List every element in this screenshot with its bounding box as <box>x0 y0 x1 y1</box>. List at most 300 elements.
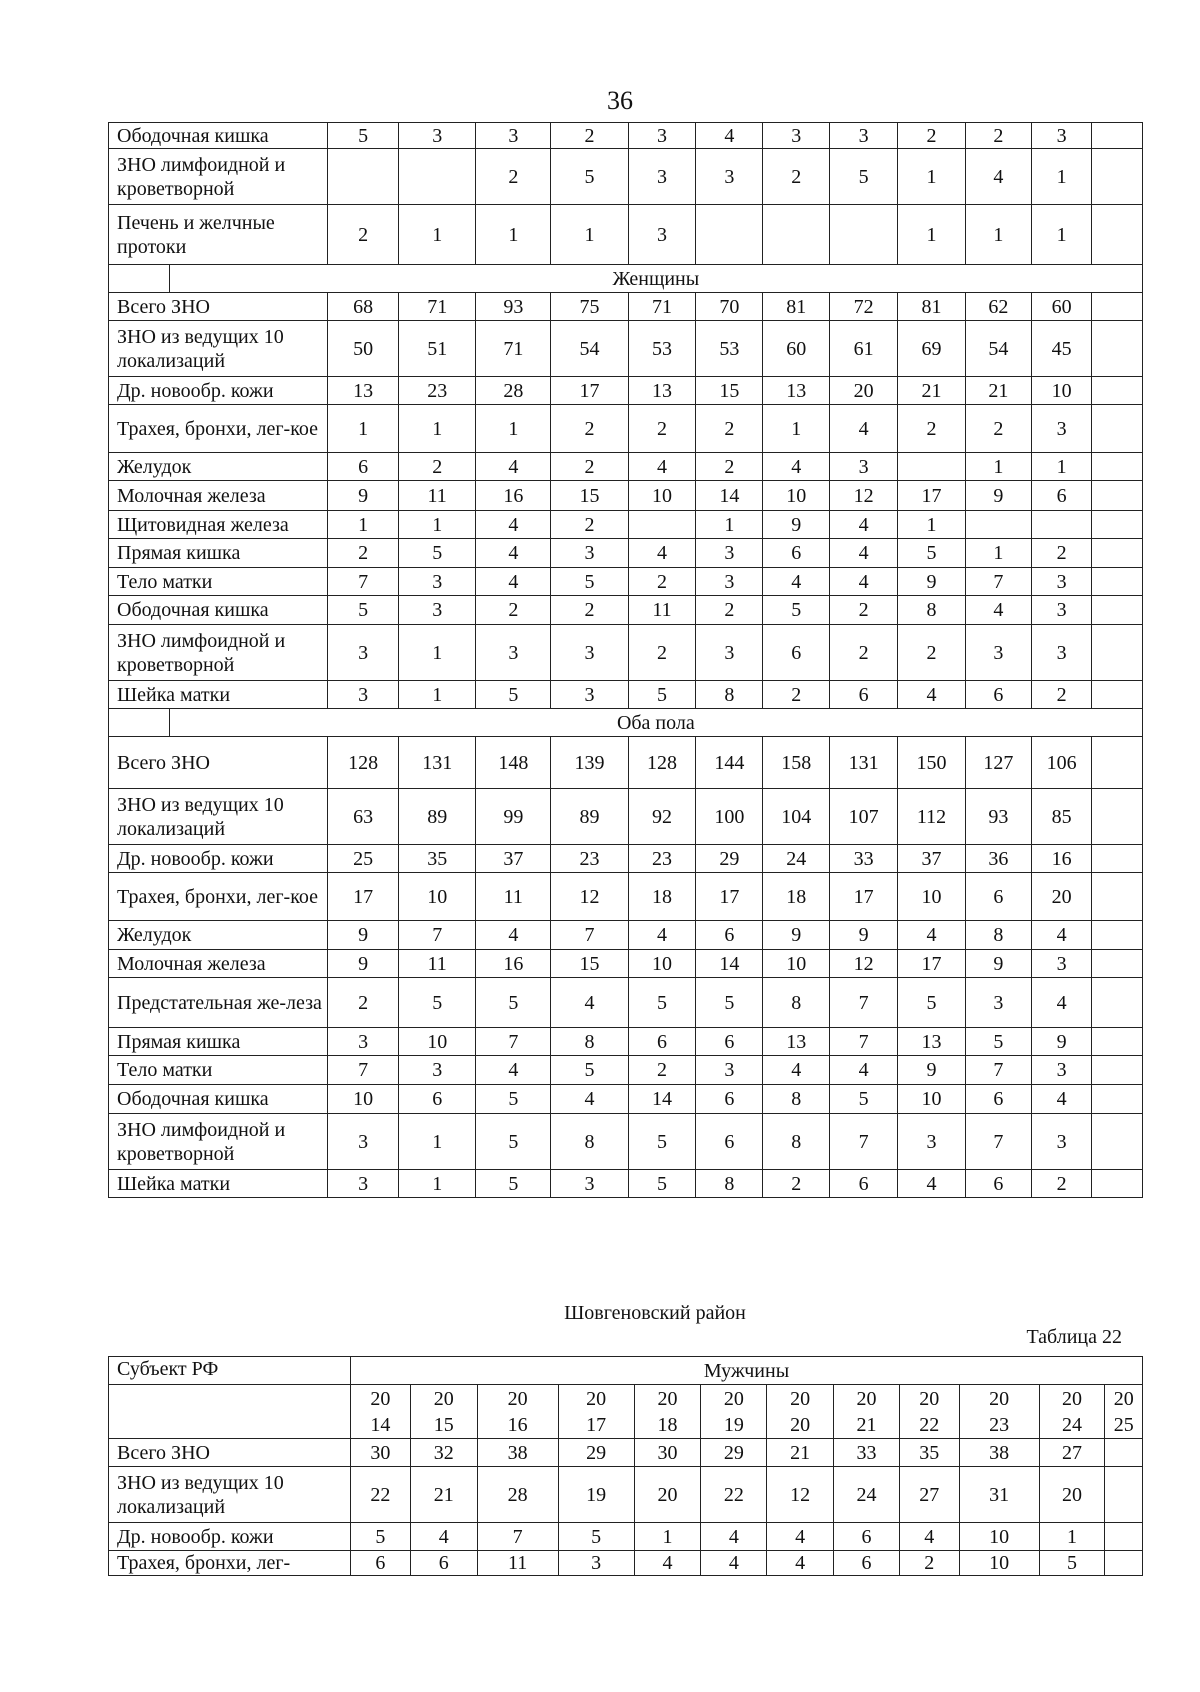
table-cell: 13 <box>898 1028 966 1056</box>
table-cell: 6 <box>351 1551 411 1576</box>
table-cell: 10 <box>399 1028 476 1056</box>
table-cell: 53 <box>628 321 696 377</box>
row-label: ЗНО лимфоидной и кроветворной <box>109 149 328 205</box>
table-cell: 20 <box>830 377 898 405</box>
table-cell: 1 <box>1031 149 1092 205</box>
table-cell: 72 <box>830 293 898 321</box>
table-cell: 9 <box>328 950 399 978</box>
table-cell <box>1092 596 1143 625</box>
table-cell: 2 <box>628 405 696 453</box>
table-cell: 100 <box>696 789 763 845</box>
table-cell: 9 <box>1031 1028 1092 1056</box>
table-cell: 128 <box>328 737 399 789</box>
table-cell: 4 <box>1031 978 1092 1028</box>
table-cell: 7 <box>328 568 399 596</box>
row-label: Прямая кишка <box>109 539 328 568</box>
table-cell: 17 <box>551 377 628 405</box>
table-cell: 4 <box>830 405 898 453</box>
table-cell: 2 <box>328 205 399 265</box>
year-suffix: 21 <box>856 1413 877 1436</box>
row-label: Печень и желчные протоки <box>109 205 328 265</box>
table-cell: 13 <box>328 377 399 405</box>
table-cell: 20 <box>1039 1467 1105 1523</box>
table-cell: 37 <box>898 845 966 873</box>
table-cell: 11 <box>476 873 551 921</box>
table-cell: 17 <box>328 873 399 921</box>
table-row <box>109 293 1143 321</box>
table-cell <box>898 453 966 481</box>
table-cell: 60 <box>763 321 830 377</box>
table-row <box>109 873 1143 921</box>
table-cell: 8 <box>965 921 1031 950</box>
table-cell: 5 <box>558 1523 634 1551</box>
row-label: Тело матки <box>109 1056 328 1085</box>
row-label: Молочная железа <box>109 481 328 511</box>
year-suffix: 25 <box>1113 1413 1134 1436</box>
row-label: Всего ЗНО <box>109 293 328 321</box>
table-cell: 71 <box>476 321 551 377</box>
table-cell <box>1092 377 1143 405</box>
table-cell: 7 <box>830 1114 898 1170</box>
year-century: 20 <box>507 1387 528 1410</box>
table-cell: 128 <box>628 737 696 789</box>
table-cell: 4 <box>763 1056 830 1085</box>
table-cell: 21 <box>410 1467 477 1523</box>
row-label: Др. новообр. кожи <box>109 845 328 873</box>
row-label: ЗНО лимфоидной и кроветворной <box>109 625 328 681</box>
table-cell: 5 <box>628 978 696 1028</box>
table-cell: 2 <box>696 405 763 453</box>
table-cell: 4 <box>634 1551 701 1576</box>
table-cell: 21 <box>898 377 966 405</box>
row-label: Прямая кишка <box>109 1028 328 1056</box>
table-cell: 8 <box>763 1114 830 1170</box>
row-label: Предстательная же-леза <box>109 978 328 1028</box>
table-cell: 2 <box>898 625 966 681</box>
table-cell: 4 <box>965 596 1031 625</box>
table-cell: 5 <box>476 1114 551 1170</box>
years-row <box>109 1385 1143 1439</box>
table-cell: 11 <box>399 481 476 511</box>
table-cell: 4 <box>965 149 1031 205</box>
table-cell: 4 <box>763 453 830 481</box>
table-cell: 1 <box>696 511 763 539</box>
table-cell: 92 <box>628 789 696 845</box>
year-suffix: 14 <box>370 1413 391 1436</box>
table-cell: 3 <box>628 205 696 265</box>
table-cell: 10 <box>898 1085 966 1114</box>
table-cell: 3 <box>830 123 898 149</box>
row-label: Тело матки <box>109 568 328 596</box>
section-title: Женщины <box>169 265 1142 293</box>
table-cell: 4 <box>898 681 966 709</box>
table-cell: 20 <box>634 1467 701 1523</box>
table-cell: 54 <box>551 321 628 377</box>
table-cell: 53 <box>696 321 763 377</box>
table-cell <box>1092 123 1143 149</box>
table-cell: 3 <box>898 1114 966 1170</box>
table-cell: 35 <box>399 845 476 873</box>
table-cell: 2 <box>551 453 628 481</box>
year-century: 20 <box>723 1387 744 1410</box>
table-cell: 16 <box>1031 845 1092 873</box>
table-cell: 23 <box>628 845 696 873</box>
table-row <box>109 205 1143 265</box>
table-cell: 9 <box>328 921 399 950</box>
year-header <box>959 1385 1039 1439</box>
table-cell: 3 <box>696 539 763 568</box>
table-cell: 4 <box>899 1523 959 1551</box>
table-cell: 68 <box>328 293 399 321</box>
table-row <box>109 377 1143 405</box>
table-cell: 10 <box>763 950 830 978</box>
table-cell: 2 <box>328 539 399 568</box>
table-cell: 1 <box>965 205 1031 265</box>
table-cell: 1 <box>399 405 476 453</box>
table-cell: 5 <box>628 1114 696 1170</box>
table-cell: 8 <box>763 1085 830 1114</box>
table-cell: 81 <box>763 293 830 321</box>
table-cell: 11 <box>628 596 696 625</box>
table-cell: 22 <box>701 1467 767 1523</box>
table-cell: 6 <box>763 625 830 681</box>
year-century: 20 <box>657 1387 678 1410</box>
table-cell: 27 <box>1039 1439 1105 1467</box>
table-row <box>109 978 1143 1028</box>
table-cell: 17 <box>898 950 966 978</box>
table-cell: 37 <box>476 845 551 873</box>
table-cell: 1 <box>551 205 628 265</box>
table-cell: 10 <box>763 481 830 511</box>
table-cell: 6 <box>965 1085 1031 1114</box>
table-cell <box>830 205 898 265</box>
table-cell: 2 <box>696 453 763 481</box>
section-header-men: Мужчины <box>351 1357 1143 1385</box>
table-cell: 4 <box>767 1523 834 1551</box>
row-label: Щитовидная железа <box>109 511 328 539</box>
table-cell <box>696 205 763 265</box>
table-cell: 8 <box>763 978 830 1028</box>
table-cell: 5 <box>1039 1551 1105 1576</box>
table-row <box>109 1439 1143 1467</box>
table-cell: 3 <box>399 1056 476 1085</box>
row-label: Всего ЗНО <box>109 1439 351 1467</box>
table-cell <box>1092 1056 1143 1085</box>
table-cell: 6 <box>696 921 763 950</box>
top-data-table <box>108 122 1143 1198</box>
table-cell: 3 <box>399 596 476 625</box>
table-cell: 7 <box>965 568 1031 596</box>
table-cell: 3 <box>696 568 763 596</box>
row-label: Желудок <box>109 921 328 950</box>
table-cell: 10 <box>959 1551 1039 1576</box>
table-cell: 33 <box>834 1439 900 1467</box>
table-row <box>109 921 1143 950</box>
table-cell <box>628 511 696 539</box>
table-cell: 2 <box>898 405 966 453</box>
year-suffix: 19 <box>723 1413 744 1436</box>
table-cell <box>1092 873 1143 921</box>
table-cell: 5 <box>476 1085 551 1114</box>
table-cell: 6 <box>399 1085 476 1114</box>
table-cell <box>1105 1439 1143 1467</box>
table-cell: 2 <box>763 149 830 205</box>
table-cell: 1 <box>634 1523 701 1551</box>
table-cell: 1 <box>965 539 1031 568</box>
table-cell: 38 <box>477 1439 558 1467</box>
table-cell: 3 <box>328 1028 399 1056</box>
table-row <box>109 453 1143 481</box>
table-cell <box>1092 453 1143 481</box>
table-cell: 5 <box>628 1170 696 1198</box>
table-row <box>109 568 1143 596</box>
table-cell: 18 <box>628 873 696 921</box>
table-cell: 2 <box>899 1551 959 1576</box>
table-cell: 10 <box>628 950 696 978</box>
table-cell <box>1092 321 1143 377</box>
table-cell: 2 <box>476 149 551 205</box>
table-cell <box>1092 1114 1143 1170</box>
table-row <box>109 123 1143 149</box>
table-cell: 24 <box>834 1467 900 1523</box>
table-cell: 31 <box>959 1467 1039 1523</box>
table-cell: 6 <box>763 539 830 568</box>
year-century: 20 <box>370 1387 391 1410</box>
year-suffix: 18 <box>657 1413 678 1436</box>
table-cell: 5 <box>628 681 696 709</box>
table-row <box>109 1085 1143 1114</box>
table-cell: 4 <box>701 1551 767 1576</box>
row-label: ЗНО из ведущих 10 локализаций <box>109 789 328 845</box>
table-cell: 4 <box>476 511 551 539</box>
table-cell: 3 <box>965 625 1031 681</box>
table-cell: 4 <box>830 568 898 596</box>
table-cell: 36 <box>965 845 1031 873</box>
table-cell <box>1031 511 1092 539</box>
table-cell: 5 <box>830 149 898 205</box>
table-cell: 3 <box>1031 568 1092 596</box>
table-cell: 131 <box>399 737 476 789</box>
year-header <box>834 1385 900 1439</box>
table-cell: 12 <box>767 1467 834 1523</box>
table-cell: 63 <box>328 789 399 845</box>
table-cell: 2 <box>830 625 898 681</box>
table-cell: 12 <box>830 950 898 978</box>
table-cell: 69 <box>898 321 966 377</box>
section-stub-cell <box>109 709 170 737</box>
row-label: Ободочная кишка <box>109 123 328 149</box>
table-cell: 148 <box>476 737 551 789</box>
table-cell: 6 <box>965 873 1031 921</box>
table-cell: 7 <box>477 1523 558 1551</box>
table-row <box>109 845 1143 873</box>
table-cell: 2 <box>399 453 476 481</box>
table-cell: 27 <box>899 1467 959 1523</box>
table-row <box>109 511 1143 539</box>
table-cell: 17 <box>898 481 966 511</box>
table-row <box>109 1114 1143 1170</box>
table-cell <box>1092 568 1143 596</box>
year-header <box>767 1385 834 1439</box>
year-century: 20 <box>790 1387 811 1410</box>
table-cell: 93 <box>476 293 551 321</box>
table-cell: 6 <box>628 1028 696 1056</box>
table-cell: 5 <box>763 596 830 625</box>
table-cell <box>1092 205 1143 265</box>
table-cell: 6 <box>1031 481 1092 511</box>
year-century: 20 <box>1062 1387 1083 1410</box>
table-cell: 2 <box>696 596 763 625</box>
table-cell: 1 <box>399 625 476 681</box>
year-century: 20 <box>586 1387 607 1410</box>
table-cell <box>1092 481 1143 511</box>
table-cell: 17 <box>696 873 763 921</box>
table-cell <box>328 149 399 205</box>
empty-header-cell <box>109 1385 351 1439</box>
table-cell: 150 <box>898 737 966 789</box>
table-cell: 3 <box>476 625 551 681</box>
table-cell: 3 <box>1031 1056 1092 1085</box>
table-cell: 8 <box>551 1114 628 1170</box>
table-cell: 3 <box>1031 596 1092 625</box>
table-cell: 131 <box>830 737 898 789</box>
table-cell: 4 <box>696 123 763 149</box>
row-label: Др. новообр. кожи <box>109 1523 351 1551</box>
table-cell: 2 <box>551 511 628 539</box>
table-cell: 12 <box>551 873 628 921</box>
table-cell: 13 <box>763 377 830 405</box>
table-caption: Таблица 22 <box>1026 1326 1122 1348</box>
table-cell <box>1092 950 1143 978</box>
table-cell: 8 <box>898 596 966 625</box>
table-cell: 107 <box>830 789 898 845</box>
table-cell: 6 <box>328 453 399 481</box>
table-cell: 1 <box>476 205 551 265</box>
table-cell: 7 <box>965 1056 1031 1085</box>
table-cell <box>965 511 1031 539</box>
table-cell: 2 <box>628 1056 696 1085</box>
table-cell: 3 <box>696 149 763 205</box>
table-cell: 71 <box>399 293 476 321</box>
table-cell: 1 <box>328 405 399 453</box>
table-cell: 3 <box>628 149 696 205</box>
table-cell: 50 <box>328 321 399 377</box>
table-row <box>109 1028 1143 1056</box>
table-cell: 6 <box>830 1170 898 1198</box>
table-cell: 93 <box>965 789 1031 845</box>
table-cell: 45 <box>1031 321 1092 377</box>
table-cell: 3 <box>328 1170 399 1198</box>
table-row <box>109 481 1143 511</box>
header-row <box>109 1357 1143 1385</box>
table-cell: 4 <box>628 921 696 950</box>
table-cell: 17 <box>830 873 898 921</box>
table-row <box>109 149 1143 205</box>
table-cell: 4 <box>628 453 696 481</box>
table-cell: 10 <box>898 873 966 921</box>
table-cell: 8 <box>696 1170 763 1198</box>
table-cell: 9 <box>328 481 399 511</box>
table-cell: 1 <box>399 511 476 539</box>
table-cell: 2 <box>328 978 399 1028</box>
table-cell <box>1092 293 1143 321</box>
table-cell <box>1105 1467 1143 1523</box>
table-cell: 54 <box>965 321 1031 377</box>
table-cell: 104 <box>763 789 830 845</box>
table-cell: 4 <box>830 539 898 568</box>
table-cell: 60 <box>1031 293 1092 321</box>
table-cell: 8 <box>696 681 763 709</box>
table-cell: 4 <box>476 1056 551 1085</box>
table-cell: 35 <box>899 1439 959 1467</box>
table-cell: 14 <box>628 1085 696 1114</box>
table-cell: 4 <box>1031 1085 1092 1114</box>
table-row <box>109 405 1143 453</box>
table-cell: 112 <box>898 789 966 845</box>
table-row <box>109 1056 1143 1085</box>
row-label: Желудок <box>109 453 328 481</box>
table-cell: 11 <box>477 1551 558 1576</box>
year-suffix: 15 <box>433 1413 454 1436</box>
table-cell: 10 <box>328 1085 399 1114</box>
row-label: Молочная железа <box>109 950 328 978</box>
table-cell: 15 <box>551 481 628 511</box>
table-cell: 2 <box>476 596 551 625</box>
table-cell: 1 <box>399 681 476 709</box>
table-cell: 14 <box>696 950 763 978</box>
table-cell <box>1092 1085 1143 1114</box>
table-cell: 3 <box>696 625 763 681</box>
district-name: Шовгеновский район <box>564 1302 746 1324</box>
table-row <box>109 1523 1143 1551</box>
table-cell: 13 <box>763 1028 830 1056</box>
table-cell: 28 <box>477 1467 558 1523</box>
table-cell: 106 <box>1031 737 1092 789</box>
table-cell: 3 <box>399 568 476 596</box>
table-cell: 22 <box>351 1467 411 1523</box>
table-cell: 1 <box>399 1114 476 1170</box>
table-cell: 144 <box>696 737 763 789</box>
table-cell: 1 <box>399 1170 476 1198</box>
table-cell: 9 <box>965 481 1031 511</box>
table-cell: 1 <box>965 453 1031 481</box>
year-century: 20 <box>856 1387 877 1410</box>
table-cell <box>1092 921 1143 950</box>
table-cell: 5 <box>551 568 628 596</box>
table-cell: 15 <box>696 377 763 405</box>
table-cell: 1 <box>898 511 966 539</box>
table-cell: 30 <box>634 1439 701 1467</box>
table-cell: 13 <box>628 377 696 405</box>
table-cell: 29 <box>696 845 763 873</box>
table-cell: 1 <box>763 405 830 453</box>
table-cell: 5 <box>476 1170 551 1198</box>
row-label: Шейка матки <box>109 1170 328 1198</box>
table-cell: 1 <box>898 149 966 205</box>
table-cell <box>1092 539 1143 568</box>
year-header <box>701 1385 767 1439</box>
table-row <box>109 321 1143 377</box>
table-cell: 2 <box>551 123 628 149</box>
table-cell: 139 <box>551 737 628 789</box>
page-number: 36 <box>607 86 633 115</box>
table-cell: 3 <box>830 453 898 481</box>
table-cell: 7 <box>830 1028 898 1056</box>
year-header <box>477 1385 558 1439</box>
table-cell: 85 <box>1031 789 1092 845</box>
year-suffix: 17 <box>586 1413 607 1436</box>
table-cell: 158 <box>763 737 830 789</box>
